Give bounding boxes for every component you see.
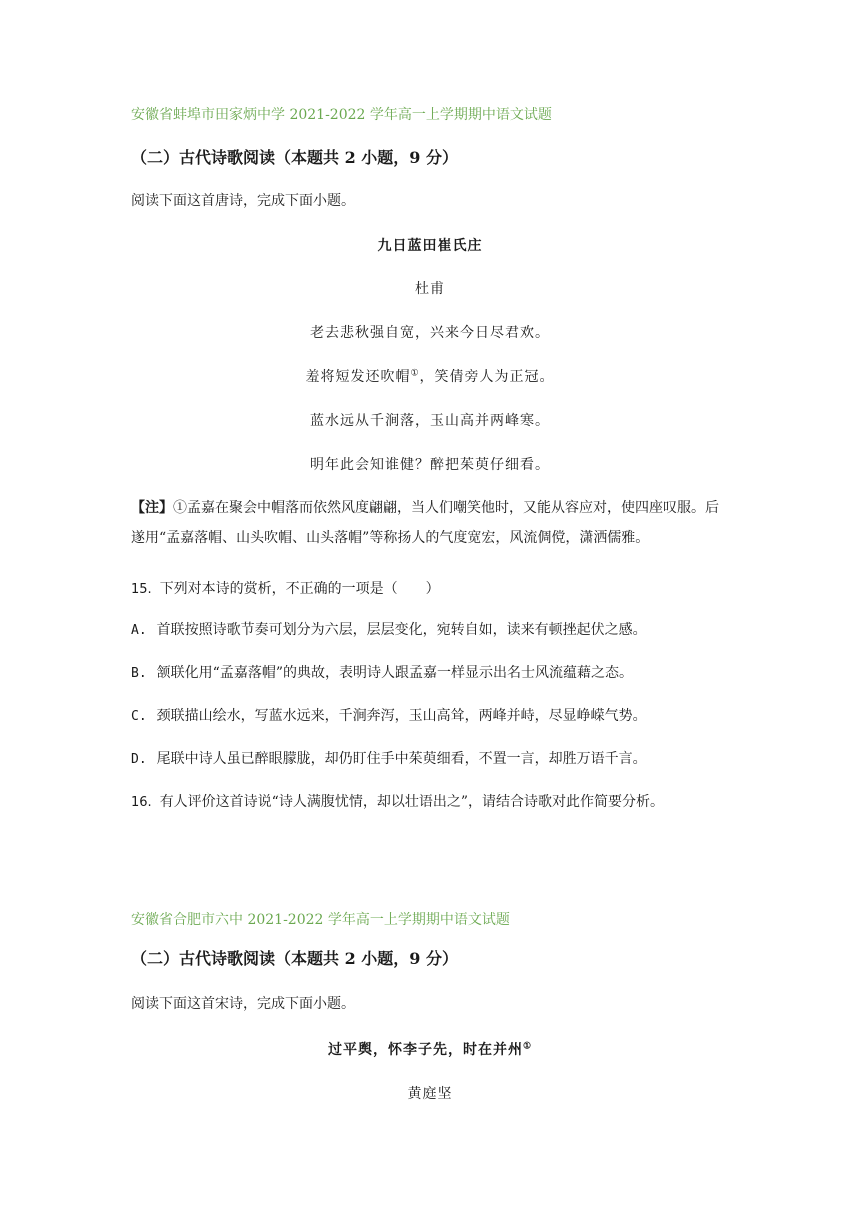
option-c-label: C. — [131, 709, 147, 724]
option-b-label: B. — [131, 666, 147, 681]
question-16-text: 有人评价这首诗说“诗人满腹忧情，却以壮语出之”，请结合诗歌对此作简要分析。 — [159, 794, 664, 810]
footnote-mark: ① — [410, 368, 420, 379]
option-c — [131, 705, 740, 725]
question-15-number: 15. — [131, 582, 152, 597]
poem-line-1: 老去悲秋强自宽，兴来今日尽君欢。 — [310, 325, 550, 341]
note-text: ①孟嘉在聚会中帽落而依然风度翩翩，当人们嘲笑他时，又能从容应对，使四座叹服。后遂用“孟嘉落帽、山头吹帽、山头落帽”等称扬人的气度宽宏，风流倜傥，潇洒儒雅。 — [131, 500, 719, 546]
poem-author-1: 杜甫 — [415, 281, 445, 297]
poem-title-2-text: 过平舆，怀李子先，时在并州 — [327, 1042, 523, 1058]
source-line-2: 安徽省合肥市六中 2021-2022 学年高一上学期期中语文试题 — [131, 912, 510, 928]
option-d-text: 尾联中诗人虽已醉眼朦胧，却仍盯住手中茱萸细看，不置一言，却胜万语千言。 — [156, 751, 647, 767]
section-heading-1: （二）古代诗歌阅读（本题共 2 小题，9 分） — [131, 148, 458, 167]
question-15 — [131, 578, 740, 598]
question-16-number: 16. — [131, 795, 152, 810]
poem-title-2 — [0, 1039, 860, 1059]
question-15-text: 下列对本诗的赏析，不正确的一项是（ ） — [159, 581, 440, 597]
poem-title-1: 九日蓝田崔氏庄 — [377, 238, 483, 254]
poem-line-2a: 羞将短发还吹帽 — [305, 369, 411, 385]
poem-line-3: 蓝水远从千涧落，玉山高并两峰寒。 — [310, 413, 550, 429]
section-heading-2: （二）古代诗歌阅读（本题共 2 小题，9 分） — [131, 949, 458, 968]
poem-line-2b: ，笑倩旁人为正冠。 — [419, 369, 555, 385]
poem-line-2 — [0, 366, 860, 386]
title-footnote-mark: ① — [522, 1041, 533, 1052]
poem-note — [131, 493, 731, 553]
option-b — [131, 662, 740, 682]
source-line-1: 安徽省蚌埠市田家炳中学 2021-2022 学年高一上学期期中语文试题 — [131, 107, 552, 123]
instruction-2: 阅读下面这首宋诗，完成下面小题。 — [131, 996, 355, 1012]
option-a — [131, 619, 740, 639]
note-tag: 【注】 — [131, 500, 173, 516]
option-a-text: 首联按照诗歌节奏可划分为六层，层层变化，宛转自如，读来有顿挫起伏之感。 — [156, 622, 647, 638]
poem-line-4: 明年此会知谁健？醉把茱萸仔细看。 — [310, 457, 550, 473]
option-d — [131, 748, 740, 768]
question-16 — [131, 791, 740, 811]
option-c-text: 颈联描山绘水，写蓝水远来，千涧奔泻，玉山高耸，两峰并峙，尽显峥嵘气势。 — [156, 708, 647, 724]
instruction-1: 阅读下面这首唐诗，完成下面小题。 — [131, 193, 355, 209]
option-b-text: 颔联化用“孟嘉落帽”的典故，表明诗人跟孟嘉一样显示出名士风流蕴藉之态。 — [156, 665, 633, 681]
option-a-label: A. — [131, 623, 147, 638]
option-d-label: D. — [131, 752, 147, 767]
poem-author-2: 黄庭坚 — [407, 1086, 453, 1102]
